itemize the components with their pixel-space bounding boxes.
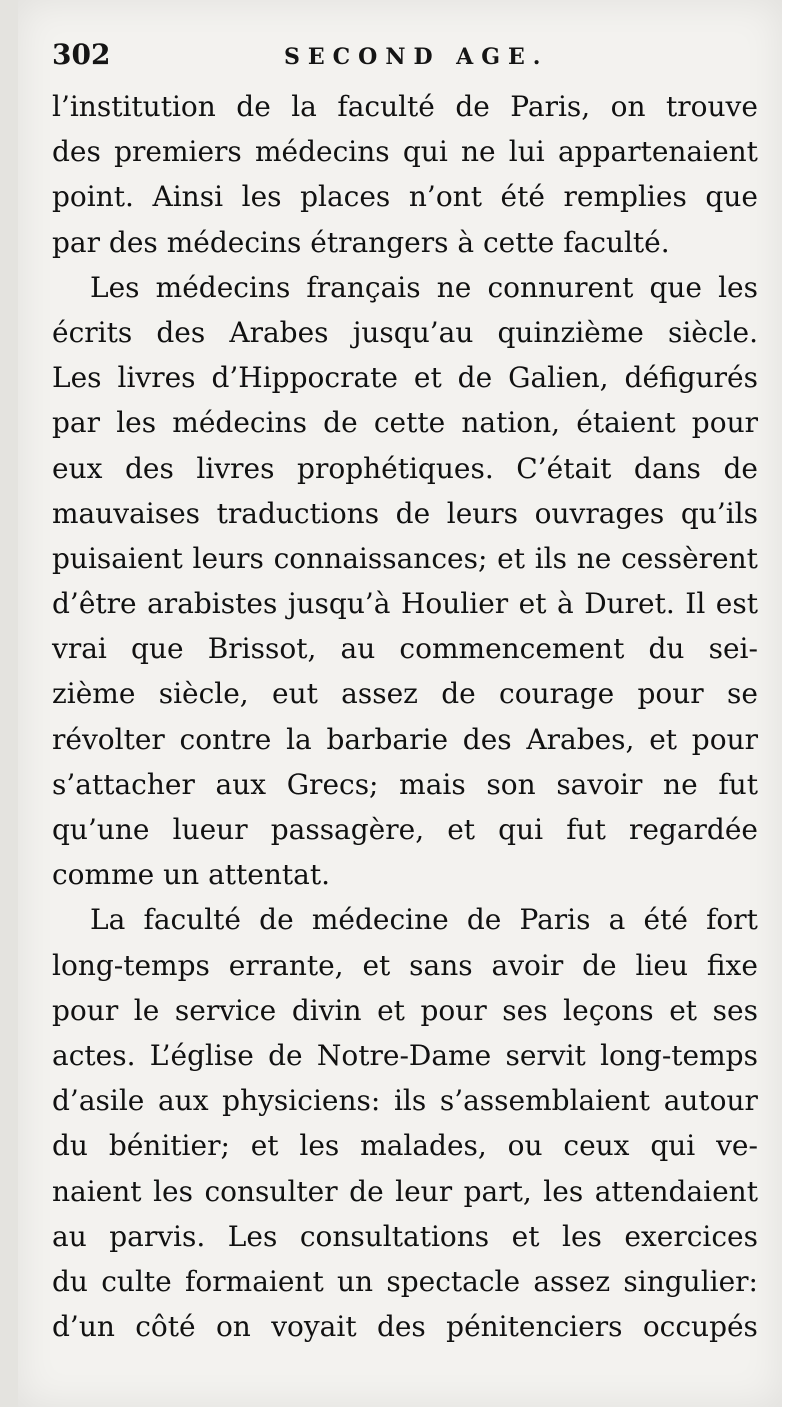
word: les <box>543 1174 584 1208</box>
word: Galien, <box>508 361 609 395</box>
word: appartenaient <box>557 135 758 169</box>
page-header <box>52 38 752 82</box>
word: attentat. <box>208 858 331 892</box>
body-text <box>52 84 758 1349</box>
word: lieu <box>635 948 688 982</box>
word: s’assemblaient <box>439 1084 651 1118</box>
word: l’institution <box>52 90 216 123</box>
word: lueur <box>172 813 248 846</box>
word: et <box>413 361 442 395</box>
word: Duret. <box>584 587 675 621</box>
word: médecins <box>172 406 307 440</box>
word: de <box>457 361 493 395</box>
word: faculté. <box>563 225 670 259</box>
word: un <box>336 1264 374 1298</box>
text-line <box>52 310 758 355</box>
word: assez <box>341 677 418 711</box>
word: avoir <box>491 948 564 982</box>
word: ouvrages <box>534 496 665 530</box>
word: s’attacher <box>52 767 195 801</box>
word: occupés <box>642 1310 758 1344</box>
word: qu’une <box>52 813 150 846</box>
word: du <box>52 1264 88 1298</box>
word: vrai <box>52 632 107 666</box>
word: actes. <box>52 1038 136 1072</box>
word: regardée <box>628 813 758 846</box>
word: pour <box>691 722 758 756</box>
word: les <box>299 1129 340 1163</box>
word: savoir <box>556 767 643 801</box>
word: a <box>608 903 626 937</box>
text-line <box>52 762 758 807</box>
word: eux <box>52 451 103 485</box>
text-line <box>52 1169 758 1214</box>
word: voyait <box>271 1310 357 1344</box>
word: cessèrent <box>621 541 758 575</box>
word: d’être <box>52 587 137 621</box>
word: spectacle <box>386 1264 521 1298</box>
word: ils <box>534 541 567 575</box>
text-line <box>52 220 758 265</box>
word: siècle. <box>667 315 758 349</box>
word: culte <box>101 1264 172 1298</box>
text-line <box>52 988 758 1033</box>
word: consulter <box>204 1174 338 1208</box>
word: consultations <box>299 1219 490 1253</box>
word: quinzième <box>497 315 644 349</box>
text-line <box>52 400 758 445</box>
word: nation, <box>461 406 561 440</box>
text-line <box>52 1259 758 1304</box>
word: des <box>52 135 101 169</box>
word: au <box>340 632 376 666</box>
word: jusqu’au <box>352 315 474 349</box>
word: singulier: <box>623 1264 758 1298</box>
word: de <box>323 406 358 440</box>
word: malades, <box>360 1129 487 1163</box>
word: courage <box>499 677 615 711</box>
word: le <box>133 993 160 1027</box>
word: traductions <box>216 496 380 530</box>
word: livres <box>196 451 275 485</box>
word: contre <box>179 722 272 756</box>
word: passagère, <box>270 813 425 846</box>
word: Houlier <box>400 587 509 621</box>
word: places <box>300 180 391 214</box>
word: par <box>52 406 101 440</box>
word: Les <box>227 1219 278 1253</box>
word: eut <box>272 677 318 711</box>
word: côté <box>135 1310 196 1344</box>
word: puisaient <box>52 541 183 575</box>
text-line <box>52 84 758 129</box>
word: assez <box>533 1264 611 1298</box>
text-line <box>52 1304 758 1349</box>
text-line <box>52 943 758 988</box>
text-line <box>52 852 758 897</box>
word: et <box>377 993 405 1027</box>
text-line <box>52 897 758 942</box>
text-line <box>52 174 758 219</box>
word: divin <box>291 993 362 1027</box>
word: prophétiques. <box>297 451 494 485</box>
word: au <box>52 1219 87 1253</box>
word: part, <box>463 1174 532 1208</box>
word: aux <box>215 767 267 801</box>
word: n’ont <box>408 180 482 214</box>
text-line <box>52 1033 758 1078</box>
word: arabistes <box>147 587 278 621</box>
word: ne <box>460 135 496 169</box>
word: cette <box>373 406 446 440</box>
word: servit <box>505 1038 586 1072</box>
word: de <box>466 903 502 937</box>
word: été <box>643 903 688 937</box>
word: des <box>156 315 206 349</box>
word: leur <box>395 1174 453 1208</box>
word: comme <box>52 858 155 892</box>
word: médecins <box>155 270 291 304</box>
word: Il <box>685 587 706 621</box>
word: et <box>497 541 525 575</box>
word: trouve <box>665 90 758 123</box>
word: qui <box>650 1129 696 1163</box>
word: long-temps <box>52 948 210 982</box>
word: Arabes, <box>526 722 635 756</box>
word: mauvaises <box>52 496 201 530</box>
word: autour <box>663 1084 758 1118</box>
word: leurs <box>446 496 519 530</box>
word: aux <box>158 1084 209 1118</box>
word: pour <box>691 406 758 440</box>
text-line <box>52 355 758 400</box>
text-line <box>52 1123 758 1168</box>
word: attendaient <box>594 1174 758 1208</box>
word: Brissot, <box>207 632 317 666</box>
text-line <box>52 626 758 671</box>
word: Ainsi <box>152 180 224 214</box>
text-line <box>52 129 758 174</box>
word: commencement <box>399 632 625 666</box>
word: les <box>718 270 758 304</box>
word: et <box>447 813 476 846</box>
text-line <box>52 446 758 491</box>
word: qu’ils <box>680 496 758 530</box>
word: remplies <box>563 180 687 214</box>
word: faculté <box>143 903 242 937</box>
word: Paris <box>519 903 591 937</box>
word: son <box>486 767 536 801</box>
word: que <box>131 632 184 666</box>
text-line <box>52 1078 758 1123</box>
word: été <box>500 180 545 214</box>
word: que <box>705 180 758 214</box>
word: d’un <box>52 1310 115 1344</box>
word: et <box>362 948 391 982</box>
word: Les <box>90 270 140 304</box>
word: étaient <box>576 406 676 440</box>
word: et <box>518 587 547 621</box>
word: sei- <box>708 632 758 666</box>
word: ne <box>576 541 612 575</box>
text-line <box>52 581 758 626</box>
text-line <box>52 807 758 852</box>
word: du <box>648 632 685 666</box>
word: ou <box>507 1129 543 1163</box>
word: et <box>511 1219 540 1253</box>
word: point. <box>52 180 134 214</box>
word: ils <box>393 1084 427 1118</box>
word: on <box>610 90 646 123</box>
word: Paris, <box>510 90 591 123</box>
word: et <box>669 993 698 1027</box>
word: exercices <box>624 1219 758 1253</box>
text-line <box>52 671 758 716</box>
word: de <box>455 90 490 123</box>
word: L’église <box>149 1038 254 1072</box>
word: d’Hippocrate <box>211 361 398 395</box>
word: étrangers <box>310 225 449 259</box>
word: pour <box>420 993 487 1027</box>
word: sans <box>409 948 473 982</box>
word: médecins <box>166 225 302 259</box>
word: leurs <box>192 541 264 575</box>
word: que <box>649 270 702 304</box>
word: à <box>457 225 475 259</box>
word: fut <box>718 767 758 801</box>
word: service <box>174 993 277 1027</box>
word: on <box>215 1310 251 1344</box>
word: par <box>52 225 101 259</box>
page-right-edge <box>782 0 800 1407</box>
word: de <box>723 451 758 485</box>
word: jusqu’à <box>287 587 391 621</box>
word: de <box>395 496 431 530</box>
word: lui <box>508 135 545 169</box>
word: Les <box>52 361 102 395</box>
word: de <box>441 677 476 711</box>
word: et <box>250 1129 279 1163</box>
word: cette <box>482 225 555 259</box>
text-line <box>52 717 758 762</box>
word: ses <box>712 993 758 1027</box>
word: et <box>649 722 678 756</box>
word: des <box>108 225 158 259</box>
word: des <box>376 1310 426 1344</box>
running-head: SECOND AGE. <box>284 44 549 70</box>
word: pour <box>637 677 704 711</box>
word: pénitenciers <box>446 1310 623 1344</box>
word: barbarie <box>326 722 449 756</box>
word: ceux <box>563 1129 630 1163</box>
word: médecine <box>311 903 449 937</box>
word: physiciens: <box>222 1084 381 1118</box>
word: de <box>259 903 294 937</box>
word: bénitier; <box>108 1129 230 1163</box>
word: siècle, <box>158 677 249 711</box>
text-line <box>52 536 758 581</box>
word: errante, <box>228 948 344 982</box>
word: les <box>116 406 157 440</box>
word: écrits <box>52 315 133 349</box>
word: de <box>236 90 271 123</box>
word: livres <box>117 361 196 395</box>
word: est <box>715 587 758 621</box>
word: qui <box>402 135 448 169</box>
word: d’asile <box>52 1084 145 1118</box>
text-line <box>52 265 758 310</box>
word: du <box>52 1129 88 1163</box>
word: long-temps <box>600 1038 758 1072</box>
word: pour <box>52 993 119 1027</box>
word: connurent <box>487 270 634 304</box>
word: se <box>726 677 758 711</box>
word: ne <box>436 270 472 304</box>
word: La <box>90 903 126 937</box>
word: formaient <box>185 1264 324 1298</box>
word: dans <box>633 451 701 485</box>
word: C’était <box>516 451 612 485</box>
word: Grecs; <box>286 767 379 801</box>
text-line <box>52 491 758 536</box>
word: de <box>268 1038 303 1072</box>
word: connaissances; <box>273 541 488 575</box>
text-line <box>52 1214 758 1259</box>
word: de <box>349 1174 384 1208</box>
word: les <box>562 1219 602 1253</box>
word: à <box>556 587 574 621</box>
word: ses <box>502 993 548 1027</box>
word: faculté <box>337 90 435 123</box>
word: naient <box>52 1174 142 1208</box>
word: fixe <box>706 948 758 982</box>
word: des <box>462 722 512 756</box>
word: la <box>291 90 317 123</box>
word: fut <box>566 813 606 846</box>
word: fort <box>706 903 758 937</box>
word: Notre-Dame <box>316 1038 492 1072</box>
word: zième <box>52 677 136 711</box>
word: la <box>286 722 312 756</box>
word: qui <box>498 813 544 846</box>
word: les <box>153 1174 193 1208</box>
word: les <box>241 180 282 214</box>
word: défigurés <box>624 361 758 395</box>
word: révolter <box>52 722 165 756</box>
word: médecins <box>255 135 390 169</box>
word: ne <box>663 767 698 801</box>
word: parvis. <box>109 1219 206 1253</box>
word: français <box>306 270 421 304</box>
word: ve- <box>716 1129 758 1163</box>
word: des <box>124 451 174 485</box>
word: mais <box>399 767 466 801</box>
word: de <box>582 948 617 982</box>
word: leçons <box>563 993 654 1027</box>
word: premiers <box>114 135 242 169</box>
word: Arabes <box>229 315 329 349</box>
page-number: 302 <box>52 38 111 71</box>
page-left-edge <box>0 0 18 1407</box>
word: un <box>163 858 200 892</box>
